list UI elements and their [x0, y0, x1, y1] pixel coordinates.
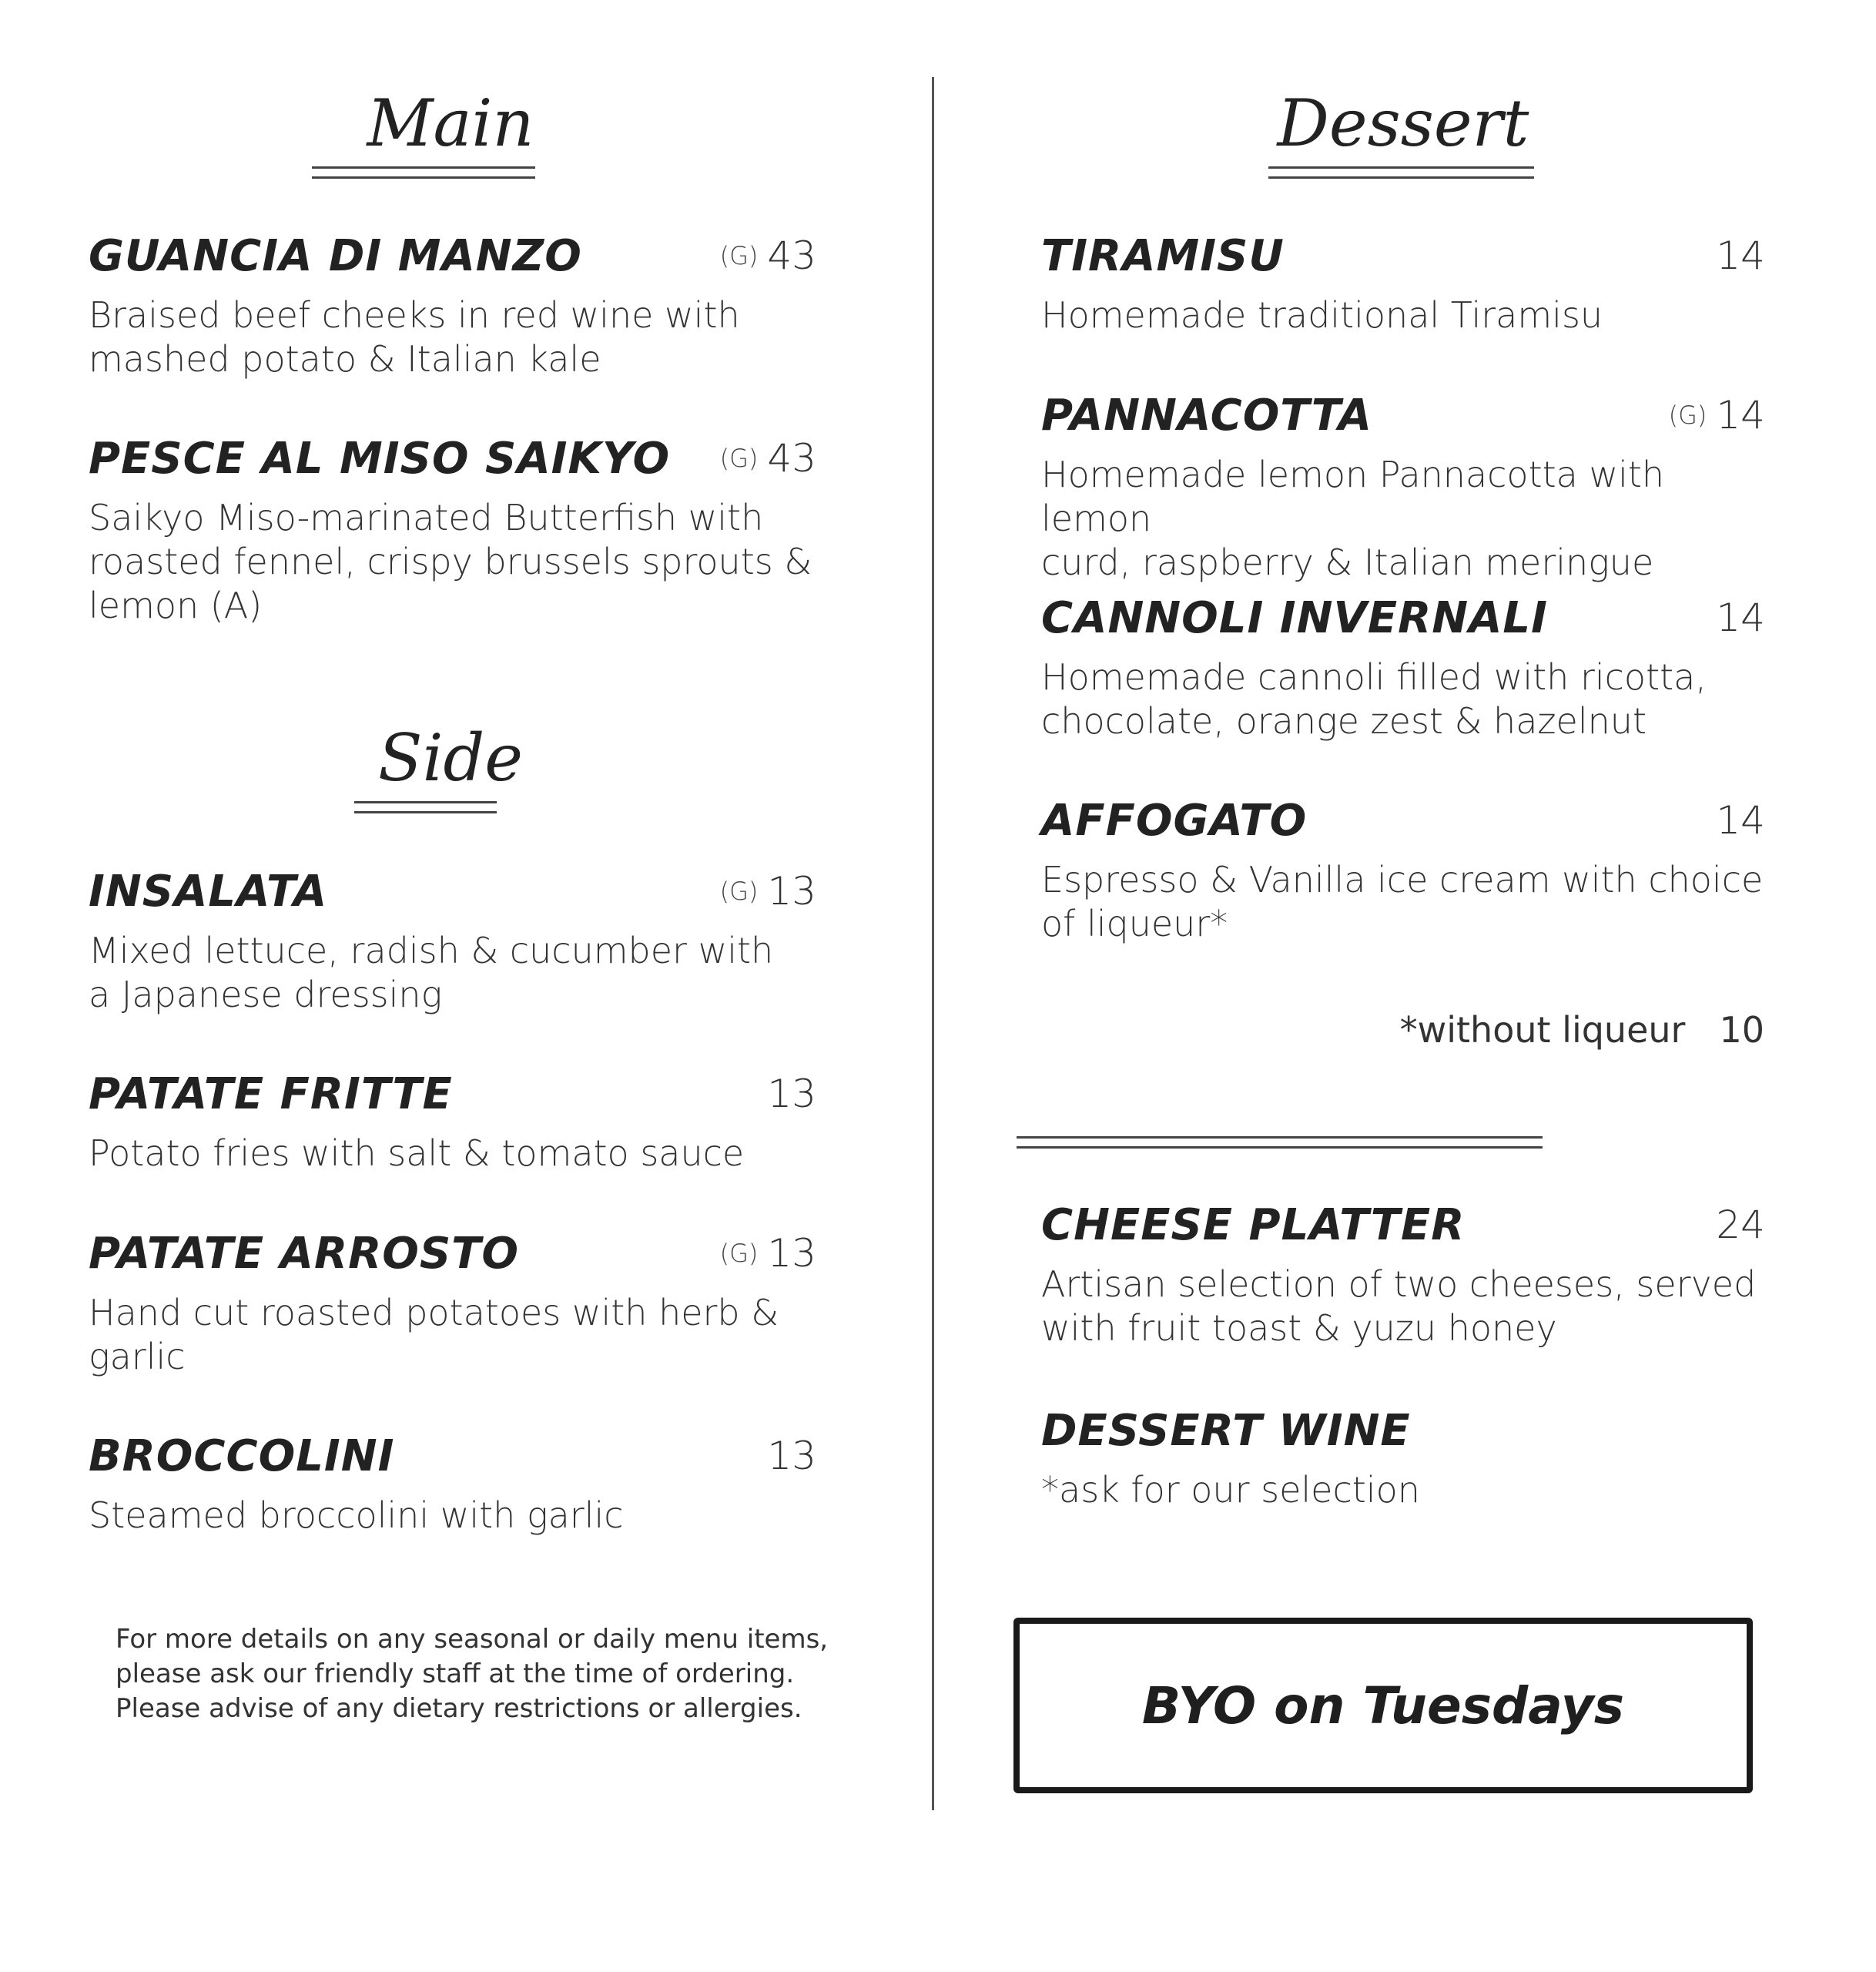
price-value: 24: [1716, 1202, 1765, 1247]
item-price: [1707, 798, 1765, 843]
item-description: [89, 929, 828, 1017]
item-description: [89, 293, 828, 381]
ordering-note: [116, 1622, 886, 1726]
item-description: [1041, 293, 1781, 337]
item-price: [719, 869, 816, 914]
item-name: CHEESE PLATTER: [1041, 1200, 1466, 1250]
main-heading: Main: [367, 86, 534, 161]
price-value: 43: [767, 436, 816, 481]
desc-line: with fruit toast & yuzu honey: [1041, 1307, 1557, 1349]
desc-line: Steamed broccolini with garlic: [89, 1494, 624, 1536]
gluten-free-marker: (G): [719, 241, 759, 270]
desc-line: Mixed lettuce, radish & cucumber with: [89, 930, 774, 971]
desc-line: roasted fennel, crispy brussels sprouts &: [89, 541, 812, 582]
desc-line: Potato fries with salt & tomato sauce: [89, 1132, 745, 1174]
note-line: Please advise of any dietary restrictions or allergies.: [116, 1693, 802, 1724]
item-description: [1041, 656, 1781, 743]
section-divider-rule: [1017, 1136, 1543, 1149]
item-name: INSALATA: [89, 867, 328, 917]
desc-line: a Japanese dressing: [89, 974, 443, 1015]
desc-line: Hand cut roasted potatoes with herb &: [89, 1292, 779, 1333]
column-divider: [932, 77, 934, 1810]
item-name: PANNACOTTA: [1041, 391, 1372, 441]
desc-line: mashed potato & Italian kale: [89, 338, 601, 380]
gluten-free-marker: (G): [719, 1239, 759, 1268]
dessert-heading-rule: [1268, 166, 1534, 179]
side-heading-rule: [354, 801, 497, 813]
desc-line: Homemade traditional Tiramisu: [1041, 294, 1603, 336]
desc-line: *ask for our selection: [1041, 1469, 1420, 1511]
byo-text: BYO on Tuesdays: [1141, 1675, 1625, 1736]
desc-line: Homemade cannoli filled with ricotta,: [1041, 656, 1707, 698]
item-name: PATATE ARROSTO: [89, 1229, 519, 1279]
item-name: PESCE AL MISO SAIKYO: [89, 434, 671, 484]
price-value: 14: [1716, 393, 1765, 438]
desc-line: Espresso & Vanilla ice cream with choice: [1041, 859, 1764, 900]
item-price: [1668, 393, 1765, 438]
price-value: 13: [767, 1072, 816, 1116]
side-heading: Side: [378, 720, 523, 796]
item-price: [1707, 1202, 1765, 1247]
item-description: [1041, 453, 1781, 585]
item-description: [89, 1132, 828, 1175]
main-heading-rule: [312, 166, 535, 179]
price-value: 43: [767, 233, 816, 278]
price-value: 13: [767, 1231, 816, 1276]
gluten-free-marker: (G): [1668, 401, 1707, 430]
item-description: [89, 1291, 828, 1379]
note-line: For more details on any seasonal or daily menu items,: [116, 1624, 829, 1655]
desc-line: chocolate, orange zest & hazelnut: [1041, 700, 1647, 742]
desc-line: Homemade lemon Pannacotta with lemon: [1041, 454, 1665, 539]
desc-line: curd, raspberry & Italian meringue: [1041, 542, 1654, 583]
price-value: 14: [1716, 798, 1765, 843]
price-value: 13: [767, 1434, 816, 1478]
desc-line: Saikyo Miso-marinated Butterfish with: [89, 497, 764, 538]
item-name: PATATE FRITTE: [89, 1069, 453, 1119]
item-name: TIRAMISU: [1041, 231, 1285, 281]
price-value: 14: [1716, 233, 1765, 278]
item-price: [719, 1231, 816, 1276]
gluten-free-marker: (G): [719, 444, 759, 473]
item-description: [1041, 858, 1781, 946]
item-price: [719, 233, 816, 278]
affogato-liqueur-note: [1400, 1009, 1764, 1051]
desc-line: garlic: [89, 1336, 186, 1377]
item-name: GUANCIA DI MANZO: [89, 231, 582, 281]
gluten-free-marker: (G): [719, 877, 759, 906]
item-price: [758, 1072, 816, 1116]
dessert-heading: Dessert: [1277, 86, 1529, 161]
item-name: CANNOLI INVERNALI: [1041, 593, 1548, 643]
liqueur-note-text: *without liqueur: [1399, 1009, 1686, 1051]
item-description: [1041, 1263, 1781, 1350]
item-price: [758, 1434, 816, 1478]
item-description: [89, 1494, 828, 1538]
desc-line: Artisan selection of two cheeses, served: [1041, 1263, 1757, 1305]
item-description: [89, 496, 828, 628]
price-value: 13: [767, 869, 816, 914]
desc-line: lemon (A): [89, 585, 263, 626]
liqueur-note-price: 10: [1719, 1009, 1764, 1051]
byo-banner: [1013, 1618, 1753, 1793]
item-name: AFFOGATO: [1041, 796, 1308, 846]
price-value: 14: [1716, 595, 1765, 640]
item-name: DESSERT WINE: [1041, 1406, 1411, 1456]
desc-line: Braised beef cheeks in red wine with: [89, 294, 740, 336]
desc-line: of liqueur*: [1041, 903, 1228, 944]
item-price: [719, 436, 816, 481]
note-line: please ask our friendly staff at the time of ordering.: [116, 1658, 795, 1689]
item-price: [1707, 595, 1765, 640]
item-price: [1707, 233, 1765, 278]
item-description: [1041, 1468, 1781, 1512]
item-name: BROCCOLINI: [89, 1431, 395, 1481]
